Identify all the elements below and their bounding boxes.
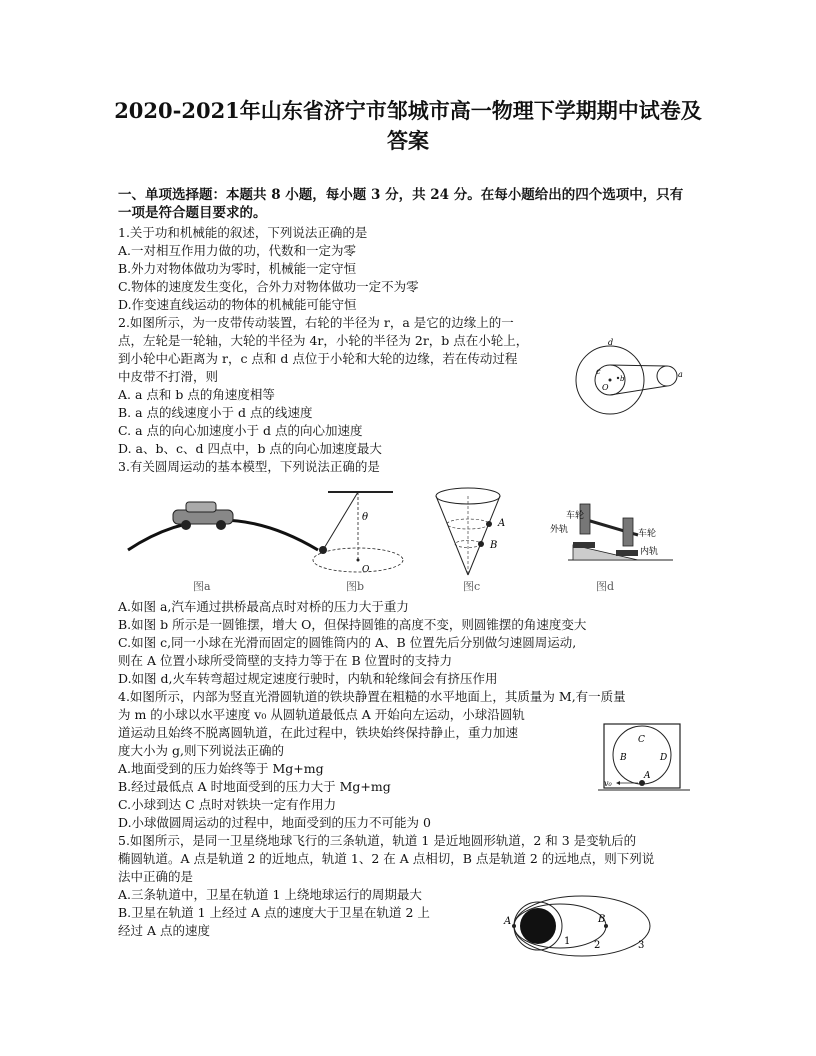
label-v0: v₀ (604, 779, 612, 788)
q5-option-b-cont: 经过 A 点的速度 (118, 923, 210, 938)
q5-option-a: A.三条轨道中，卫星在轨道 1 上绕地球运行的周期最大 (118, 887, 422, 902)
q4-option-c: C.小球到达 C 点时对铁块一定有作用力 (118, 797, 337, 812)
label-orbit-3: 3 (638, 940, 645, 951)
belt-pulley-figure (572, 334, 692, 424)
q2-stem-line-4: 中皮带不打滑，则 (118, 369, 219, 384)
q3-option-c: C.如图 c,同一小球在光滑而固定的圆锥筒内的 A、B 位置先后分别做匀速圆周运动, (118, 635, 577, 650)
label-c: C (638, 735, 645, 745)
label-d: D (660, 753, 668, 763)
q1-stem: 1.关于功和机械能的叙述，下列说法正确的是 (118, 225, 368, 240)
q2-stem-line-3: 到小轮中心距离为 r，c 点和 d 点位于小轮和大轮的边缘，若在传动过程 (118, 351, 518, 366)
figure-d-train-rails (550, 504, 673, 560)
iron-block (604, 724, 680, 788)
title-line-2: 答案 (387, 128, 429, 153)
q3-option-c-cont: 则在 A 位置小球所受筒壁的支持力等于在 B 位置时的支持力 (118, 653, 453, 668)
figure-a-bridge-car (128, 502, 318, 550)
q3-option-a: A.如图 a,汽车通过拱桥最高点时对桥的压力大于重力 (118, 599, 409, 614)
title-line-1: 2020-2021年山东省济宁市邹城市高一物理下学期期中试卷及 (114, 98, 702, 123)
label-b: b (620, 375, 625, 383)
q4-option-a: A.地面受到的压力始终等于 Mg+mg (118, 761, 324, 776)
q5-option-b: B.卫星在轨道 1 上经过 A 点的速度大于卫星在轨道 2 上 (118, 905, 430, 920)
label-orbit-1: 1 (564, 936, 571, 947)
label-a: A (504, 916, 512, 927)
q4-stem-line-1: 4.如图所示，内部为竖直光滑圆轨道的铁块静置在粗糙的水平地面上，其质量为 M,有一质量 (118, 689, 626, 704)
q4-stem-line-3: 道运动且始终不脱离圆轨道，在此过程中，铁块始终保持静止，重力加速 (118, 725, 519, 740)
label-theta: θ (362, 512, 369, 523)
belt-bottom (610, 386, 667, 395)
q2-stem-line-1: 2.如图所示，为一皮带传动装置，右轮的半径为 r，a 是它的边缘上的一 (118, 315, 514, 330)
q2-option-b: B. a 点的线速度小于 d 点的线速度 (118, 405, 313, 420)
label-b: B (598, 914, 606, 925)
q2-option-a: A. a 点和 b 点的角速度相等 (118, 387, 275, 402)
q3-option-b: B.如图 b 所示是一圆锥摆，增大 O，但保持圆锥的高度不变，则圆锥摆的角速度变大 (118, 617, 587, 632)
q1-option-c: C.物体的速度发生变化，合外力对物体做功一定不为零 (118, 279, 419, 294)
label-o-b: O (362, 565, 370, 575)
q5-stem-line-2: 椭圆轨道。A 点是轨道 2 的近地点，轨道 1、2 在 A 点相切，B 点是轨道 2 的远地点，则下列说 (118, 851, 655, 866)
iron-block-track-figure (598, 722, 690, 796)
point-a (512, 924, 516, 928)
page-title (60, 96, 756, 156)
caption-a: 图a (193, 580, 211, 593)
q5-stem-line-1: 5.如图所示，是同一卫星绕地球飞行的三条轨道，轨道 1 是近地圆形轨道，2 和 3 是变轨后的 (118, 833, 637, 848)
caption-c: 图c (463, 580, 481, 593)
right-wheel (657, 366, 677, 386)
q5-stem-line-3: 法中正确的是 (118, 869, 194, 884)
section-heading (118, 186, 708, 222)
label-c: c (596, 367, 601, 376)
q2-stem-line-2: 点，左轮是一轮轴，大轮的半径为 4r，小轮的半径为 2r，b 点在小轮上， (118, 333, 529, 348)
caption-b: 图b (346, 580, 365, 593)
label-wheel-left: 车轮 (566, 511, 585, 521)
point-b (617, 377, 619, 379)
section-heading-line-1: 一、单项选择题：本题共 8 小题，每小题 3 分，共 24 分。在每小题给出的四个选项中，只有 (118, 187, 684, 203)
q1-option-b: B.外力对物体做功为零时，机械能一定守恒 (118, 261, 357, 276)
belt-top (610, 365, 667, 366)
caption-d: 图d (596, 580, 615, 593)
q3-stem: 3.有关圆周运动的基本模型，下列说法正确的是 (118, 459, 380, 474)
label-wheel-right: 车轮 (638, 529, 657, 539)
earth (520, 908, 556, 944)
q1-option-d: D.作变速直线运动的物体的机械能可能守恒 (118, 297, 357, 312)
label-outer-rail: 外轨 (550, 525, 569, 535)
q2-option-d: D. a、b、c、d 四点中，b 点的向心加速度最大 (118, 441, 382, 456)
label-a: a (678, 370, 683, 379)
center-dot (609, 379, 612, 382)
label-orbit-2: 2 (594, 940, 601, 951)
figure-c-cone (436, 488, 505, 575)
q3-figures (118, 480, 718, 600)
q3-option-d: D.如图 d,火车转弯超过规定速度行驶时，内轨和轮缘间会有挤压作用 (118, 671, 498, 686)
label-b: B (620, 753, 627, 763)
q1-option-a: A.一对相互作用力做的功，代数和一定为零 (118, 243, 357, 258)
label-a-c: A (498, 518, 506, 529)
label-b-c: B (490, 540, 498, 551)
q4-option-d: D.小球做圆周运动的过程中，地面受到的压力不可能为 0 (118, 815, 431, 830)
label-d: d (608, 338, 614, 347)
q4-stem-line-4: 度大小为 g,则下列说法正确的 (118, 743, 284, 758)
q4-stem-line-2: 为 m 的小球以水平速度 v₀ 从圆轨道最低点 A 开始向左运动，小球沿圆轨 (118, 707, 525, 722)
q2-option-c: C. a 点的向心加速度小于 d 点的向心加速度 (118, 423, 363, 438)
label-inner-rail: 内轨 (640, 547, 659, 557)
figure-b-conical-pendulum (313, 492, 403, 575)
label-o: O (602, 383, 609, 392)
label-a: A (644, 771, 651, 781)
q4-option-b: B.经过最低点 A 时地面受到的压力大于 Mg+mg (118, 779, 391, 794)
section-heading-line-2: 一项是符合题目要求的。 (118, 205, 267, 221)
satellite-orbits-figure (500, 892, 670, 962)
